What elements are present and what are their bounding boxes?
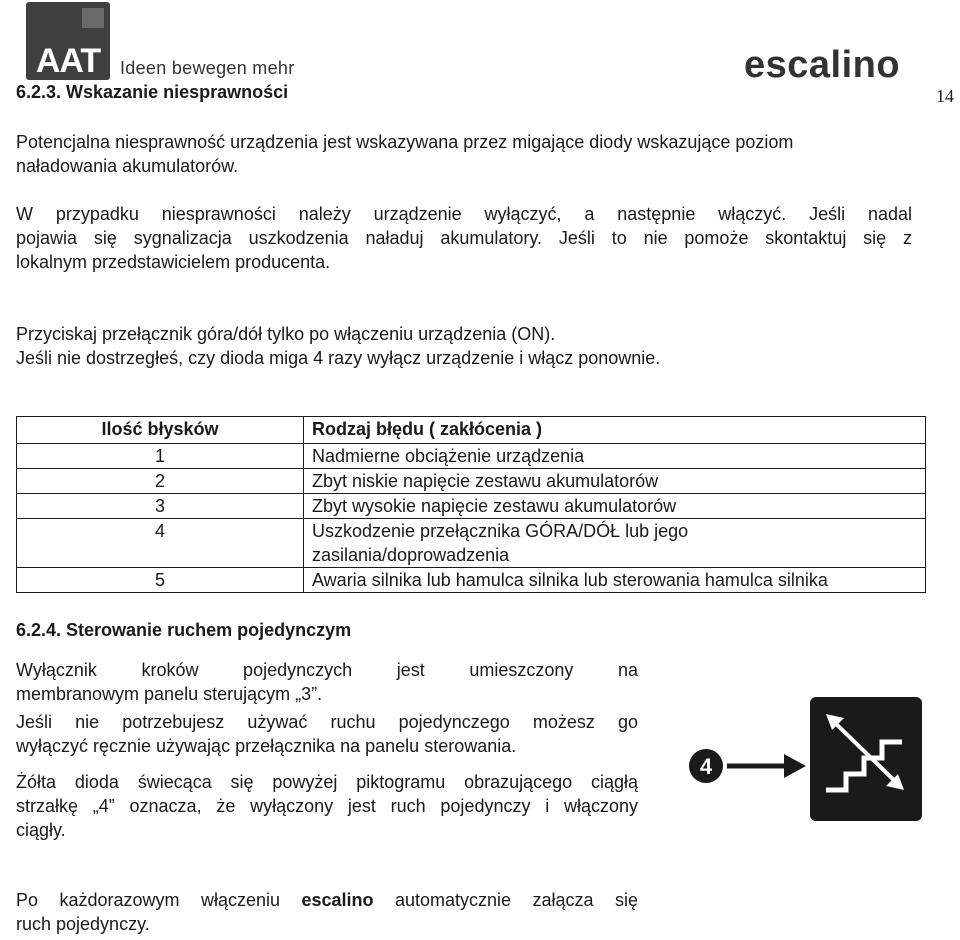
text-line: W przypadku niesprawności należy urządzenie wyłączyć, a następnie włączyć. Jeśli nadal <box>16 204 912 224</box>
text-line: naładowania akumulatorów. <box>16 156 239 176</box>
text-line: Jeśli nie dostrzegłeś, czy dioda miga 4 razy wyłącz urządzenie i włącz ponownie. <box>16 348 661 368</box>
cell-line: Uszkodzenie przełącznika GÓRA/DÓŁ lub jego <box>312 521 689 541</box>
flash-count-cell: 5 <box>17 568 304 593</box>
cell-line: zasilania/doprowadzenia <box>312 545 510 565</box>
paragraph-disable-single-step <box>16 710 638 758</box>
aat-logo <box>26 2 110 80</box>
text-line: lokalnym przedstawicielem producenta. <box>16 252 331 272</box>
error-type-cell <box>304 494 926 519</box>
table-row <box>17 469 926 494</box>
error-type-cell <box>304 568 926 593</box>
arrow-head-icon <box>784 754 806 778</box>
heading-6-2-3: 6.2.3. Wskazanie niesprawności <box>16 82 289 102</box>
flash-count-cell: 2 <box>17 469 304 494</box>
table-row <box>17 494 926 519</box>
paragraph-switch-note <box>16 322 660 370</box>
text-line: strzałkę „4” oznacza, że wyłączony jest ruch pojedynczy i włączony <box>16 796 638 816</box>
error-type-cell <box>304 469 926 494</box>
text-fragment: Po każdorazowym włączeniu <box>16 890 302 910</box>
text-line: ciągły. <box>16 820 66 840</box>
brand-name-bold: escalino <box>301 890 374 910</box>
heading-6-2-4: 6.2.4. Sterowanie ruchem pojedynczym <box>16 620 352 640</box>
logo-text: AAT <box>35 42 101 80</box>
tagline: Ideen bewegen mehr <box>120 58 295 78</box>
table-row <box>17 568 926 593</box>
paragraph-single-step-switch <box>16 658 638 706</box>
page-number: 14 <box>936 86 954 106</box>
paragraph-yellow-led <box>16 770 638 842</box>
paragraph-potential-fault <box>16 130 793 178</box>
flash-count-cell: 3 <box>17 494 304 519</box>
error-table <box>16 416 926 593</box>
text-line: Wyłącznik kroków pojedynczych jest umieszczony na <box>16 660 638 680</box>
flash-count-cell: 4 <box>17 519 304 568</box>
text-line: wyłączyć ręcznie używając przełącznika na panelu sterowania. <box>16 736 517 756</box>
text-line: Jeśli nie potrzebujesz używać ruchu pojedynczego możesz go <box>16 712 638 732</box>
paragraph-auto-single-step <box>16 888 638 936</box>
error-type-cell <box>304 519 926 568</box>
text-line: ruch pojedynczy. <box>16 914 150 934</box>
continuous-mode-pictogram <box>686 694 926 824</box>
cell-line: Zbyt niskie napięcie zestawu akumulatorów <box>312 471 659 491</box>
table-row <box>17 519 926 568</box>
text-line: pojawia się sygnalizacja uszkodzenia naładuj akumulatory. Jeśli to nie pomoże skontaktuj się z <box>16 228 912 248</box>
flash-count-cell: 1 <box>17 444 304 469</box>
cell-line: Nadmierne obciążenie urządzenia <box>312 446 585 466</box>
text-fragment: automatycznie załącza się <box>373 890 638 910</box>
text-line: Przyciskaj przełącznik góra/dół tylko po włączeniu urządzenia (ON). <box>16 324 556 344</box>
header-error-type: Rodzaj błędu ( zakłócenia ) <box>304 417 926 444</box>
header-flash-count: Ilość błysków <box>17 417 304 444</box>
text-line: Żółta dioda świecąca się powyżej piktogramu obrazującego ciągłą <box>16 772 638 792</box>
text-line <box>16 888 638 912</box>
text-line: membranowym panelu sterującym „3”. <box>16 684 323 704</box>
logo-notch <box>82 8 104 28</box>
error-type-cell <box>304 444 926 469</box>
number-badge-text: 4 <box>699 754 713 779</box>
table-row <box>17 444 926 469</box>
text-line: Potencjalna niesprawność urządzenia jest wskazywana przez migające diody wskazujące poziom <box>16 132 794 152</box>
cell-line: Zbyt wysokie napięcie zestawu akumulatorów <box>312 496 677 516</box>
paragraph-fault-procedure <box>16 202 912 274</box>
table-header-row <box>17 417 926 444</box>
cell-line: Awaria silnika lub hamulca silnika lub sterowania hamulca silnika <box>312 570 828 590</box>
escalino-logo: escalino <box>744 44 901 86</box>
